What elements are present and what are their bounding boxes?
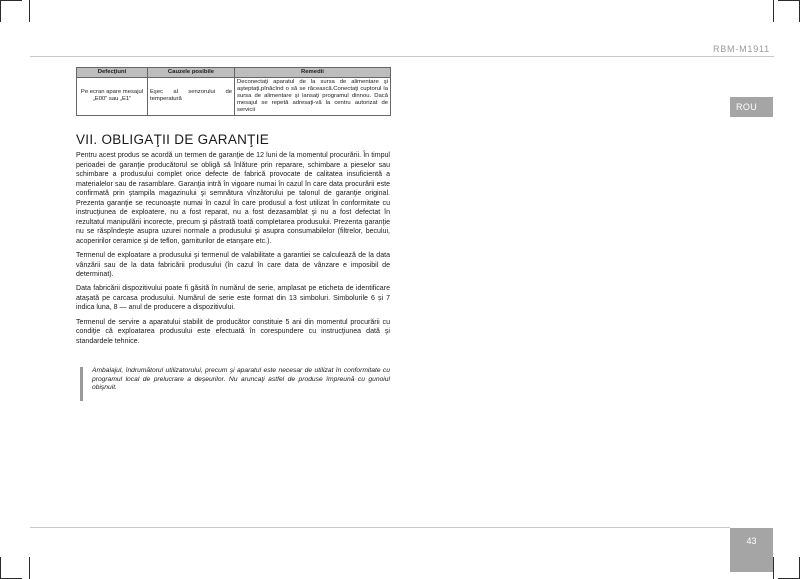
column-header-defects: Defecţiuni [77, 68, 148, 78]
paragraph: Pentru acest produs se acordă un termen de garanţie de 12 luni de la momentul procurării. În timpul perioadei de garanţie producătorul se obligă să înlăture prin reparare, schimbare a pieselor sau schimbare a produsului complet orice defecte de fabrică provocate de calitatea insuficientă a materialelor sau de rasamblare. Garanţia intră în vigoare numai în cazul în care data procurării este confirmată prin ştampila magazinului şi semnătura vînzătorului pe talonul de garanţie original. Prezenta garanţie se recunoaşte numai în cazul în care produsul a fost utilizat în conformitate cu instrucţiunea de exploatere, nu a fost reparat, nu a fost dezasamblat şi nu a fost defectat în rezultatul manipulării incorecte, precum şi păstrată toată completarea produsului. Prezenta garanţie nu se răspîndeşte asupra uzurei normale a produsului şi asupra consumabilelor (filtrelor, becului, acoperirilor ceramice şi de teflon, garniturilor de etanşare etc.). [76, 152, 390, 245]
crop-mark [29, 0, 30, 22]
model-number: RBM-M1911 [712, 44, 770, 54]
paragraph: Termenul de exploatare a produsului şi termenul de valabilitate a garantiei se calculează de la data vânzării sau de la data fabricării produsului (în cazul în care data de vânzare e imposibil de determinat). [76, 252, 390, 279]
recycling-note: Ambalajul, îndrumătorul utilizatorului, precum şi aparatul este necesar de utilizat în conformitate cu programul local de prelucrare a deşeurilor. Nu aruncaţi astfel de produse împreună cu gunoiul obişnuit. [80, 367, 390, 401]
page-number: 43 [746, 536, 757, 546]
column-header-remedies: Remedii [235, 68, 391, 78]
paragraph: Termenul de servire a aparatului stabilit de producător constituie 5 ani din momentul procurării cu condiţie că exploatarea produsului este efectuată în corespundere cu instrucţiunea dată şi standardele tehnice. [76, 318, 390, 345]
crop-mark [0, 0, 1, 22]
crop-mark [773, 0, 774, 22]
cause-cell: Eşec al senzorului de temperatură [148, 77, 235, 115]
crop-mark [29, 557, 30, 579]
column-header-causes: Cauzele posibile [148, 68, 235, 78]
table-row [77, 77, 391, 115]
crop-mark [0, 557, 1, 579]
table-header-row [77, 68, 391, 78]
crop-mark [773, 557, 774, 579]
page-number-box [730, 528, 773, 572]
paragraph: Data fabricării dispozitivului poate fi găsită în numărul de serie, amplasat pe eticheta de identificare ataşată pe carcasa produsului. Numărul de serie este format din 13 simboluri. Simbolurile 6 și 7 indica luna, 8 — anul de producere a dispozitivului. [76, 285, 390, 312]
section-title: VII. OBLIGAŢII DE GARANŢIE [76, 132, 270, 147]
defects-table [76, 67, 391, 116]
warranty-body [76, 151, 390, 351]
language-tab-label: ROU [736, 102, 758, 112]
footer-divider [30, 527, 730, 528]
defect-cell: Pe ecran apare mesajul „E00” sau „E1” [77, 77, 148, 115]
remedy-cell: Deconectaţi aparatul de la sursa de alimentare şi aşteptaţi,pînăcînd o să se răcească.Conectaţi cuptorul la sursa de alimentare şi lansaţi programul dinnou. Dacă mesajul se repetă adresaţi-vă la centru autorizat de servicii [235, 77, 391, 115]
crop-mark [0, 0, 22, 1]
header-divider [30, 56, 774, 57]
crop-mark [778, 0, 800, 1]
language-tab [730, 97, 773, 117]
